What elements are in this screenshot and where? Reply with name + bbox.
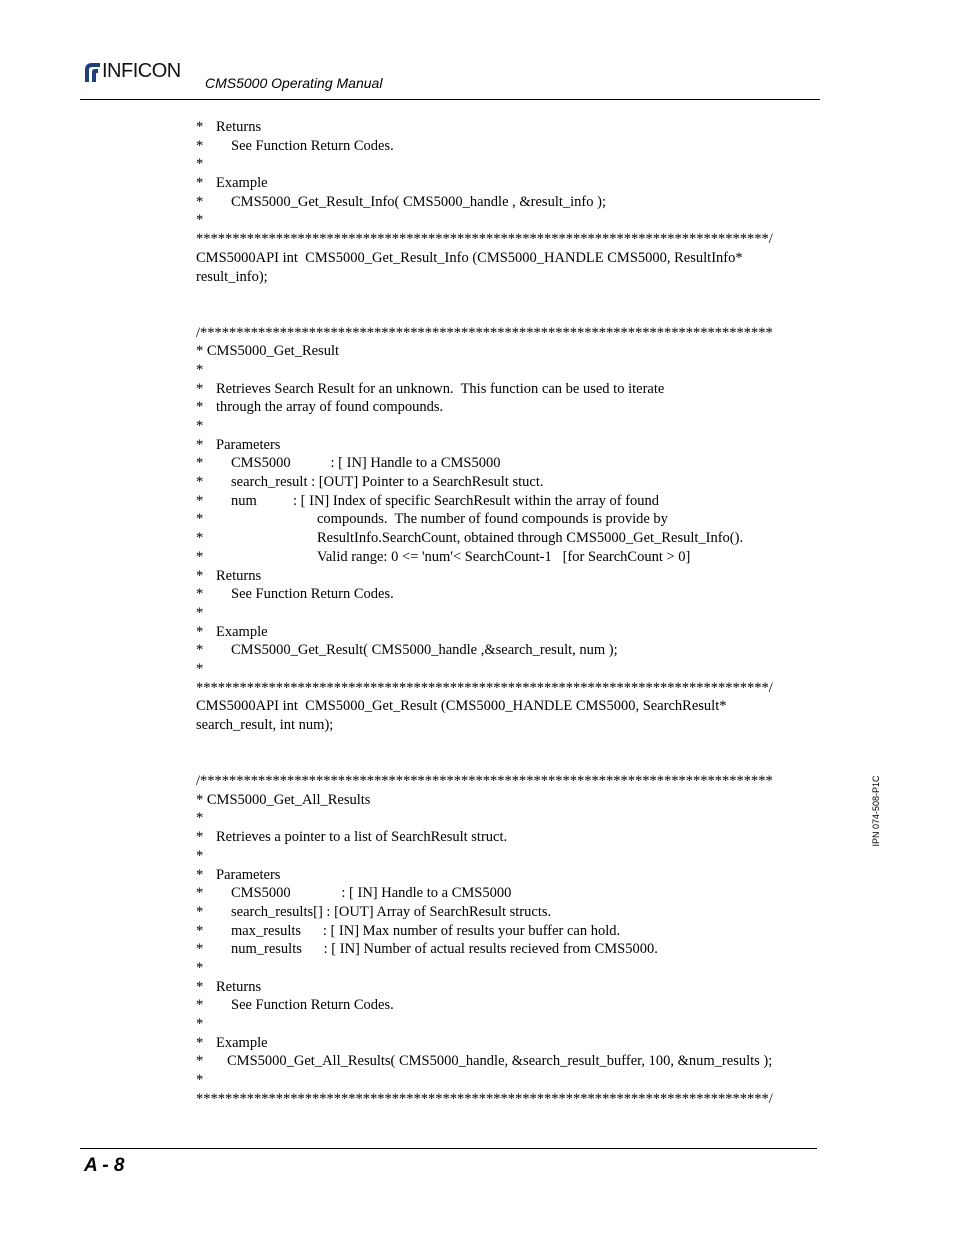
comment-star: * xyxy=(196,474,204,491)
code-line xyxy=(196,118,816,137)
code-line xyxy=(196,884,816,903)
code-line-text: compounds. The number of found compounds is provide by xyxy=(317,511,668,528)
comment-star: * xyxy=(196,418,204,434)
comment-star: * xyxy=(196,604,204,621)
code-line xyxy=(196,753,816,772)
page-number: A - 8 xyxy=(84,1155,125,1176)
comment-star: * xyxy=(196,380,204,397)
code-line xyxy=(196,510,816,529)
code-line xyxy=(196,978,816,997)
code-line xyxy=(196,155,816,174)
comment-star: * xyxy=(196,959,204,976)
comment-star: * xyxy=(196,361,204,378)
code-line xyxy=(196,847,816,866)
code-line-text: *******************************************************************************/ xyxy=(196,679,773,696)
comment-star: * xyxy=(196,156,204,173)
code-line xyxy=(196,567,816,586)
code-line xyxy=(196,866,816,885)
code-line xyxy=(196,623,816,642)
code-line xyxy=(196,604,816,623)
code-line xyxy=(196,641,816,660)
comment-star: * xyxy=(196,978,204,995)
comment-star: * xyxy=(196,436,204,453)
comment-star: * xyxy=(196,1072,204,1089)
code-line-text: /******************************************************************************* xyxy=(196,324,773,341)
code-line xyxy=(196,249,816,268)
comment-star: * xyxy=(196,660,204,677)
code-line-text: CMS5000 : [ IN] Handle to a CMS5000 xyxy=(231,455,501,472)
comment-star: * xyxy=(196,1016,204,1032)
code-line xyxy=(196,828,816,847)
code-line xyxy=(196,492,816,511)
comment-star: * xyxy=(196,642,204,659)
code-line-text: search_result : [OUT] Pointer to a SearchResult stuct. xyxy=(231,474,544,491)
code-line-text: search_result, int num); xyxy=(196,717,334,733)
code-line xyxy=(196,716,816,735)
code-line xyxy=(196,940,816,959)
code-line-text: num_results : [ IN] Number of actual results recieved from CMS5000. xyxy=(231,941,658,958)
code-line xyxy=(196,679,816,698)
code-line xyxy=(196,473,816,492)
code-line xyxy=(196,454,816,473)
code-line-text: CMS5000_Get_Result( CMS5000_handle ,&search_result, num ); xyxy=(231,642,618,659)
manual-title: CMS5000 Operating Manual xyxy=(205,75,383,91)
code-line-text: Example xyxy=(216,623,268,640)
comment-star: * xyxy=(196,1034,204,1051)
comment-star: * xyxy=(196,548,204,565)
code-line xyxy=(196,697,816,716)
ipn-text: IPN 074-508-P1C xyxy=(871,775,881,847)
code-line xyxy=(196,903,816,922)
code-line-text: Parameters xyxy=(216,866,281,883)
code-line xyxy=(196,230,816,249)
code-line-text: See Function Return Codes. xyxy=(231,137,394,154)
code-line-text: CMS5000_Get_All_Results( CMS5000_handle, &search_result_buffer, 100, &num_results ); xyxy=(227,1053,773,1070)
comment-star: * xyxy=(196,530,204,547)
code-line-text: /******************************************************************************* xyxy=(196,773,773,790)
code-line-text: Example xyxy=(216,1034,268,1051)
code-line xyxy=(196,922,816,941)
code-line-text: CMS5000API int CMS5000_Get_Result (CMS5000_HANDLE CMS5000, SearchResult* xyxy=(196,698,727,715)
code-line xyxy=(196,660,816,679)
code-line xyxy=(196,174,816,193)
code-line xyxy=(196,380,816,399)
code-line xyxy=(196,1090,816,1109)
code-line xyxy=(196,361,816,380)
code-line xyxy=(196,1052,816,1071)
code-line xyxy=(196,211,816,230)
code-line-text: CMS5000API int CMS5000_Get_Result_Info (CMS5000_HANDLE CMS5000, ResultInfo* xyxy=(196,249,743,266)
comment-star: * xyxy=(196,455,204,472)
comment-star: * xyxy=(196,941,204,958)
code-line-text: *******************************************************************************/ xyxy=(196,1090,773,1107)
code-line xyxy=(196,342,816,361)
comment-star: * xyxy=(196,193,204,210)
comment-star: * xyxy=(196,399,204,416)
code-line xyxy=(196,398,816,417)
code-line xyxy=(196,268,816,287)
code-line xyxy=(196,137,816,156)
comment-star: * xyxy=(196,492,204,509)
comment-star: * xyxy=(196,885,204,902)
code-line-text: Returns xyxy=(216,119,262,135)
code-line xyxy=(196,959,816,978)
code-line-text: ResultInfo.SearchCount, obtained through CMS5000_Get_Result_Info(). xyxy=(317,530,744,547)
code-line-text: num : [ IN] Index of specific SearchResult within the array of found xyxy=(231,492,660,509)
code-line-text: See Function Return Codes. xyxy=(231,997,394,1014)
comment-star: * xyxy=(196,175,204,192)
header-rule xyxy=(80,99,820,100)
footer-rule xyxy=(80,1148,817,1149)
comment-star: * xyxy=(196,997,204,1014)
comment-star: * xyxy=(196,1053,204,1070)
code-line-text: search_results[] : [OUT] Array of SearchResult structs. xyxy=(231,903,552,920)
code-line-text: Retrieves a pointer to a list of SearchResult struct. xyxy=(216,829,508,846)
code-line xyxy=(196,286,816,305)
code-line xyxy=(196,417,816,436)
comment-star: * xyxy=(196,922,204,939)
code-line xyxy=(196,1071,816,1090)
code-line-text: Example xyxy=(216,175,268,192)
code-line xyxy=(196,1015,816,1034)
comment-star: * xyxy=(196,119,204,135)
comment-star: * xyxy=(196,866,204,883)
code-line xyxy=(196,1034,816,1053)
code-line-text: Retrieves Search Result for an unknown. This function can be used to iterate xyxy=(216,380,665,397)
code-line xyxy=(196,529,816,548)
code-line-text: max_results : [ IN] Max number of results your buffer can hold. xyxy=(231,922,621,939)
comment-star: * xyxy=(196,137,204,154)
code-line xyxy=(196,436,816,455)
code-line-text: * CMS5000_Get_All_Results xyxy=(196,791,371,808)
inficon-logo-icon xyxy=(82,61,102,83)
code-line xyxy=(196,548,816,567)
code-line xyxy=(196,585,816,604)
comment-star: * xyxy=(196,586,204,603)
code-line-text: CMS5000 : [ IN] Handle to a CMS5000 xyxy=(231,885,512,902)
code-line xyxy=(196,193,816,212)
code-line-text: through the array of found compounds. xyxy=(216,399,444,416)
comment-star: * xyxy=(196,829,204,846)
code-line xyxy=(196,996,816,1015)
code-line-text: result_info); xyxy=(196,268,268,285)
comment-star: * xyxy=(196,903,204,920)
code-line xyxy=(196,809,816,828)
code-line-text: Parameters xyxy=(216,436,281,453)
comment-star: * xyxy=(196,567,204,584)
code-line-text: Returns xyxy=(216,567,262,584)
code-line-text: See Function Return Codes. xyxy=(231,586,394,603)
code-line xyxy=(196,772,816,791)
comment-star: * xyxy=(196,212,204,229)
code-line xyxy=(196,791,816,810)
comment-star: * xyxy=(196,623,204,640)
code-line-text: CMS5000_Get_Result_Info( CMS5000_handle , &result_info ); xyxy=(231,193,606,210)
code-line-text: * CMS5000_Get_Result xyxy=(196,343,339,360)
code-line-text: Returns xyxy=(216,978,262,995)
code-line xyxy=(196,324,816,343)
code-line-text: *******************************************************************************/ xyxy=(196,231,773,248)
code-line-text: Valid range: 0 <= 'num'< SearchCount-1 [for SearchCount > 0] xyxy=(317,548,691,565)
comment-star: * xyxy=(196,847,204,864)
code-line xyxy=(196,735,816,754)
code-line xyxy=(196,305,816,324)
comment-star: * xyxy=(196,511,204,528)
code-listing xyxy=(196,118,816,1108)
logo-wordmark: INFICON xyxy=(102,60,181,82)
comment-star: * xyxy=(196,810,204,827)
